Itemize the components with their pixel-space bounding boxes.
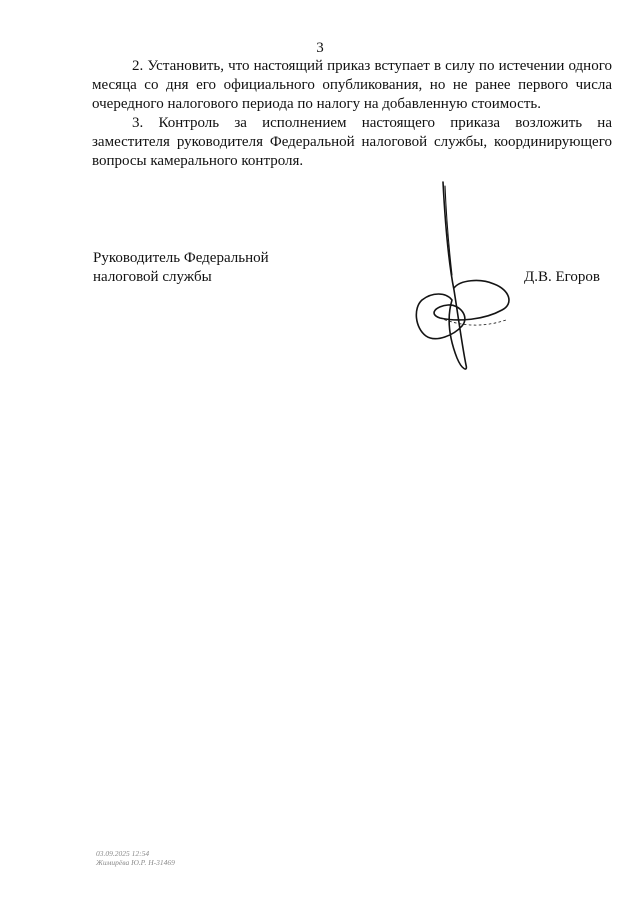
handwritten-signature xyxy=(410,180,520,375)
signer-title-line-1: Руководитель Федеральной xyxy=(93,250,269,266)
footer-author: Жимирёва Ю.Р. Н-31469 xyxy=(96,858,175,867)
signer-title xyxy=(93,249,269,287)
document-body xyxy=(92,57,612,171)
page-number: 3 xyxy=(316,40,324,56)
footer-timestamp: 03.09.2025 12:54 xyxy=(96,849,150,858)
signer-name: Д.В. Егоров xyxy=(524,269,601,285)
paragraph-3: 3. Контроль за исполнением настоящего приказа возложить на заместителя руководителя Федеральной налоговой службы, координирующего вопросы камерального контроля. xyxy=(92,115,612,169)
paragraph-2: 2. Установить, что настоящий приказ вступает в силу по истечении одного месяца со дня его официального опубликования, но не ранее первого числа очередного налогового периода по налогу на добавленную стоимость. xyxy=(92,58,612,112)
footer-stamp xyxy=(96,849,175,867)
signer-title-line-2: налоговой службы xyxy=(93,269,212,285)
